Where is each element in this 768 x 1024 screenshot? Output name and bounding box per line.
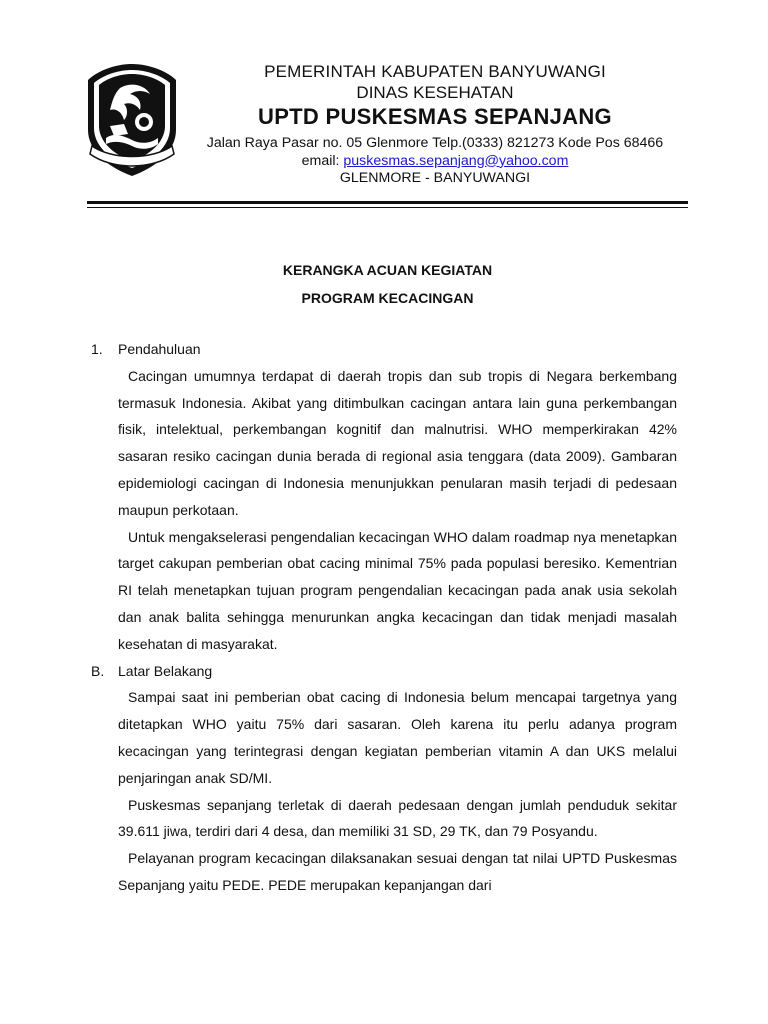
- section-title: Latar Belakang: [118, 662, 213, 679]
- section-number: 1.: [91, 341, 103, 357]
- address-line: Jalan Raya Pasar no. 05 Glenmore Telp.(0333) 821273 Kode Pos 68466: [206, 135, 664, 152]
- title-line-2: PROGRAM KECACINGAN: [301, 290, 474, 306]
- paragraph: Untuk mengakselerasi pengendalian kecacingan WHO dalam roadmap nya menetapkan target cakupan pemberian obat cacing minimal 75% pada populasi beresiko. Kementrian RI telah menetapkan tujuan program pengendalian kecacingan pada anak usia sekolah dan anak balita sehingga menurunkan angka kecacingan dan tidak menjadi masalah kesehatan di masyarakat.: [118, 528, 677, 652]
- letterhead-divider-thin: [87, 207, 688, 208]
- paragraph: Puskesmas sepanjang terletak di daerah pedesaan dengan jumlah penduduk sekitar 39.611 jiwa, terdiri dari 4 desa, dan memiliki 31 SD, 29 TK, dan 79 Posyandu.: [118, 796, 677, 840]
- document-body: [91, 336, 677, 899]
- institution-name: UPTD PUSKESMAS SEPANJANG: [258, 104, 612, 130]
- title-line-1: KERANGKA ACUAN KEGIATAN: [282, 262, 493, 278]
- email-line: [180, 153, 690, 170]
- section-heading-pendahuluan: [91, 336, 677, 363]
- document-title: [87, 256, 688, 312]
- email-label: email:: [301, 152, 344, 169]
- section-heading-latar-belakang: [91, 658, 677, 685]
- letterhead-divider-thick: [87, 201, 688, 204]
- paragraph: Pelayanan program kecacingan dilaksanakan sesuai dengan tat nilai UPTD Puskesmas Sepanjang yaitu PEDE. PEDE merupakan kepanjangan dari: [118, 850, 677, 893]
- city-line: GLENMORE - BANYUWANGI: [339, 169, 531, 186]
- section-number: B.: [91, 662, 105, 679]
- government-name: PEMERINTAH KABUPATEN BANYUWANGI: [264, 62, 606, 81]
- department-name: DINAS KESEHATAN: [356, 82, 514, 102]
- paragraph: Sampai saat ini pemberian obat cacing di Indonesia belum mencapai targetnya yang ditetapkan WHO yaitu 75% dari sasaran. Oleh karena itu perlu adanya program kecacingan yang terintegrasi dengan kegiatan pemberian vitamin A dan UKS melalui penjaringan anak SD/MI.: [118, 689, 677, 786]
- email-link[interactable]: puskesmas.sepanjang@yahoo.com: [343, 152, 569, 169]
- paragraph: Cacingan umumnya terdapat di daerah tropis dan sub tropis di Negara berkembang termasuk Indonesia. Akibat yang ditimbulkan cacingan antara lain guna perkembangan fisik, intelektual, perkembangan kognitif dan malnutrisi. WHO memperkirakan 42% sasaran resiko cacingan dunia berada di regional asia tenggara (data 2009). Gambaran epidemiologi cacingan di Indonesia menunjukkan penularan masih terjadi di pedesaan maupun perkotaan.: [118, 367, 677, 518]
- section-title: Pendahuluan: [118, 341, 201, 357]
- letterhead: [180, 62, 690, 187]
- banyuwangi-emblem-logo: [84, 60, 180, 178]
